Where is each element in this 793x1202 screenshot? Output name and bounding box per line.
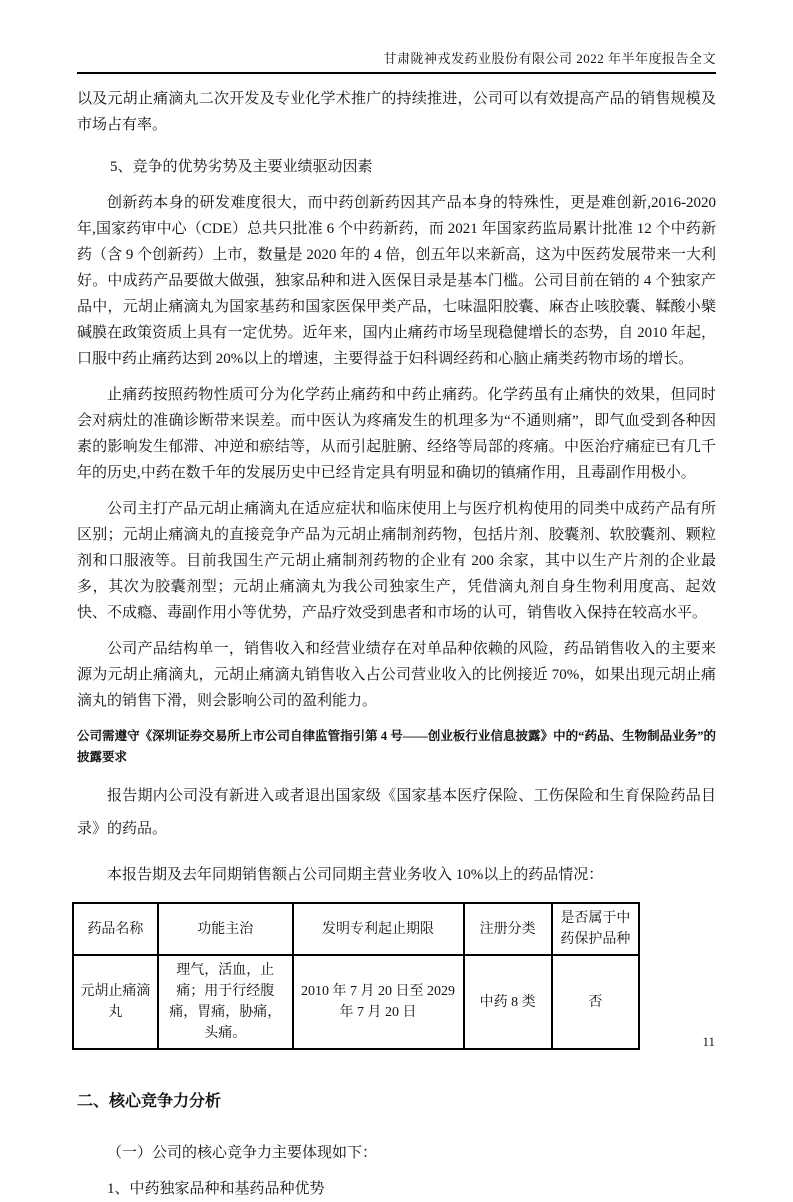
heading-core-competitiveness: 二、核心竞争力分析 [77,1093,222,1110]
paragraph-core-sub: （一）公司的核心竞争力主要体现如下： [107,1145,378,1161]
cell-function: 理气，活血，止痛；用于行经腹痛，胃痛，胁痛，头痛。 [158,955,293,1049]
page-header-title: 甘肃陇神戎发药业股份有限公司 2022 年半年度报告全文 [77,0,716,74]
table-header-function: 功能主治 [158,903,293,955]
table-header-patent-term: 发明专利起止期限 [293,903,464,955]
paragraph-painkiller-types: 止痛药按照药物性质可分为化学药止痛药和中药止痛药。化学药虽有止痛快的效果，但同时会对病灶的准确诊断带来误差。而中医认为疼痛发生的机理多为“不通则痛”，即气血受到各种因素的影响发生郁滞、冲逆和瘀结等，从而引起脏腑、经络等局部的疼痛。中医治疗痛症已有几千年的历史,中药在数千年的发展历史中已经肯定具有明显和确切的镇痛作用，且毒副作用极小。 [77,387,716,481]
table-header-row [73,903,639,955]
cell-drug-name: 元胡止痛滴丸 [73,955,158,1049]
table-header-tcm-protection: 是否属于中药保护品种 [552,903,639,955]
paragraph-table-intro: 本报告期及去年同期销售额占公司同期主营业务收入 10%以上的药品情况： [107,867,604,883]
cell-tcm-protection: 否 [552,955,639,1049]
page-number: 11 [702,1034,715,1049]
table-row [73,955,639,1049]
cell-patent-term: 2010 年 7 月 20 日至 2029 年 7 月 20 日 [293,955,464,1049]
subheading-5-competition: 5、竞争的优势劣势及主要业绩驱动因素 [110,159,373,175]
paragraph-core-item1: 1、中药独家品种和基药品种优势 [107,1181,325,1197]
cell-registration-class: 中药 8 类 [464,955,552,1049]
paragraph-innovation-drugs: 创新药本身的研发难度很大，而中药创新药因其产品本身的特殊性，更是难创新,2016-2020 年,国家药审中心（CDE）总共只批准 6 个中药新药，而 2021 年国家药监局累计批准 12 个中药新药（含 9 个创新药）上市，数量是 2020 年的 4 倍，创五年以来新高，这为中医药发展带来一大利好。中成药产品要做大做强，独家品种和进入医保目录是基本门槛。公司目前在销的 4 个独家产品中，元胡止痛滴丸为国家基药和国家医保甲类产品，七味温阳胶囊、麻杏止咳胶囊、鞣酸小檗碱膜在政策资质上具有一定优势。近年来，国内止痛药市场呈现稳健增长的态势，自 2010 年起，口服中药止痛药达到 20%以上的增速，主要得益于妇科调经药和心脑止痛类药物市场的增长。 [77,195,716,367]
paragraph-single-product-risk: 公司产品结构单一，销售收入和经营业绩存在对单品种依赖的风险，药品销售收入的主要来源为元胡止痛滴丸，元胡止痛滴丸销售收入占公司营业收入的比例接近 70%，如果出现元胡止痛滴丸的销售下滑，则会影响公司的盈利能力。 [77,641,716,709]
table-header-drug-name: 药品名称 [73,903,158,955]
paragraph-main-product: 公司主打产品元胡止痛滴丸在适应症状和临床使用上与医疗机构使用的同类中成药产品有所区别；元胡止痛滴丸的直接竞争产品为元胡止痛制剂药物，包括片剂、胶囊剂、软胶囊剂、颗粒剂和口服液等。目前我国生产元胡止痛制剂药物的企业有 200 余家，其中以生产片剂的企业最多，其次为胶囊剂型；元胡止痛滴丸为我公司独家生产，凭借滴丸剂自身生物利用度高、起效快、不成瘾、毒副作用小等优势，产品疗效受到患者和市场的认可，销售收入保持在较高水平。 [77,501,716,621]
drug-info-table [72,902,640,1050]
paragraph-continuation: 以及元胡止痛滴丸二次开发及专业化学术推广的持续推进，公司可以有效提高产品的销售规模及市场占有率。 [77,91,716,133]
table-header-registration-class: 注册分类 [464,903,552,955]
note-disclosure-requirement: 公司需遵守《深圳证券交易所上市公司自律监管指引第 4 号——创业板行业信息披露》中的“药品、生物制品业务”的披露要求 [77,729,716,764]
paragraph-medical-catalog: 报告期内公司没有新进入或者退出国家级《国家基本医疗保险、工伤保险和生育保险药品目录》的药品。 [77,788,716,837]
